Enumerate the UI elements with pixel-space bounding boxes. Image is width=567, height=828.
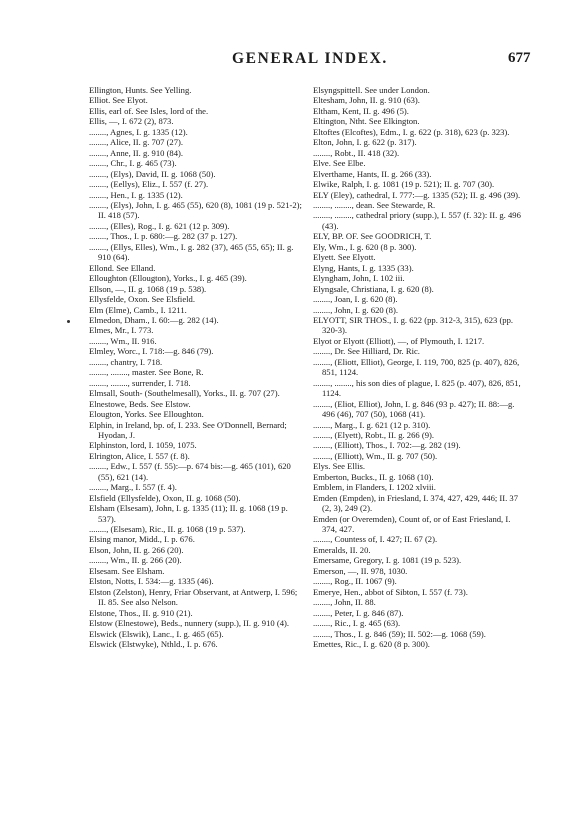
index-entry: Elsesam. See Elsham. [89,565,165,576]
index-entry: ........, Wm., II. 916. [89,335,157,346]
index-entry: Elyett. See Elyott. [313,252,376,263]
index-entry: Ellysfelde, Oxon. See Elsfield. [89,294,195,305]
index-entry: Eltington, Ntht. See Elkington. [313,116,420,127]
index-entry: ........, Dr. See Hilliard, Dr. Ric. [313,346,420,357]
index-entry: ........, (Elliott), Thos., I. 702:—g. 282 (19). [313,440,461,451]
index-column-left [89,85,303,649]
index-entry: Eltham, Kent, II. g. 496 (5). [313,105,409,116]
index-entry: ........, Ric., I. g. 465 (63). [313,618,401,629]
index-entry: Ely, Wm., I. g. 620 (8 p. 300). [313,241,417,252]
index-entry: Elmes, Mr., I. 773. [89,325,154,336]
index-entry: ........, Chr., I. g. 465 (73). [89,158,177,169]
index-entry: ........, (Eliott, Elliot), George, I. 119, 700, 825 (p. 407), 826, 851, 1124. [313,356,520,378]
index-entry: Elstone, Thos., II. g. 910 (21). [89,607,193,618]
index-entry: ........, John, II. 88. [313,597,376,608]
index-entry: ........, John, I. g. 620 (8). [313,304,398,315]
index-entry: Elloughton (Ellougton), Yorks., I. g. 465 (39). [89,273,247,284]
index-entry: Eltoftes (Elcoftes), Edm., I. g. 622 (p. 318), 623 (p. 323). [313,126,510,137]
index-entry: ........, Robt., II. 418 (32). [313,147,400,158]
index-entry: Emden (or Overemden), Count of, or of East Friesland, I. 374, 427. [313,513,511,535]
index-entry: ........, (Elles), Rog., I. g. 621 (12 p. 309). [89,220,230,231]
index-entry: Elve. See Elbe. [313,158,366,169]
index-entry: Emersame, Gregory, I. g. 1081 (19 p. 523). [313,555,462,566]
index-entry: ........, Anne, II. g. 910 (84). [89,147,184,158]
index-entry: Ellington, Hunts. See Yelling. [89,85,192,95]
margin-dot [67,320,70,323]
index-entry: Elswick (Elswik), Lanc., I. g. 465 (65). [89,628,224,639]
index-entry: Ellis, —, I. 672 (2), 873. [89,116,174,127]
index-entry: ELY (Eley), cathedral, I. 777:—g. 1335 (52); II. g. 496 (39). [313,189,521,200]
index-entry: ........, Marg., I. 557 (f. 4). [89,482,177,493]
index-entry: ........, Rog., II. 1067 (9). [313,576,397,587]
index-entry: Ellond. See Elland. [89,262,156,273]
index-entry: Eltesham, John, II. g. 910 (63). [313,95,420,106]
index-entry: Elwike, Ralph, I. g. 1081 (19 p. 521); II. g. 707 (30). [313,179,495,190]
page-number: 677 [508,50,531,66]
index-entry: ........, ........, cathedral priory (supp.), I. 557 (f. 32): II. g. 496 (43). [313,210,521,231]
index-entry: Emblem, in Flanders, I. 1202 xlviii. [313,482,436,493]
index-entry: ELYOTT, SIR THOS., I. g. 622 (pp. 312-3, 315), 623 (pp. 320-3). [313,314,514,336]
index-entry: ........, Agnes, I. g. 1335 (12). [89,126,188,137]
index-entry: Elswick (Elstwyke), Nthld., I. p. 676. [89,639,218,650]
index-entry: Elnestowe, Beds. See Elstow. [89,398,191,409]
index-entry: Emeralds, II. 20. [313,544,371,555]
index-entry: ........, Joan, I. g. 620 (8). [313,294,398,305]
index-entry: ........, Peter, I. g. 846 (87). [313,607,404,618]
index-entry: Elm (Elme), Camb., I. 1211. [89,304,187,315]
index-entry: Elliot. See Elyot. [89,95,148,106]
index-entry: Elston, Notts, I. 534:—g. 1335 (46). [89,576,214,587]
index-entry: ........, (Ellys, Elles), Wm., I. g. 282 (37), 465 (55, 65); II. g. 910 (64). [89,241,294,263]
index-entry: ELY, BP. OF. See GOODRICH, T. [313,231,432,242]
index-entry: Elys. See Ellis. [313,461,366,472]
index-entry: Elstow (Elnestowe), Beds., nunnery (supp.), II. g. 910 (4). [89,618,290,629]
index-entry: Ellis, earl of. See Isles, lord of the. [89,105,209,116]
index-entry: Elyngham, John, I. 102 iii. [313,273,405,284]
index-entry: Elmedon, Dham., I. 60:—g. 282 (14). [89,314,219,325]
index-entry: ........, (Elliott), Wm., II. g. 707 (50). [313,450,438,461]
index-entry: Elphin, in Ireland, bp. of, I. 233. See O'Donnell, Bernard; Hyodan, J. [89,419,287,440]
index-entry: ........, Edw., I. 557 (f. 55):—p. 674 bis:—g. 465 (101), 620 (55), 621 (14). [89,461,291,482]
index-entry: ........, Countess of, I. 427; II. 67 (2). [313,534,438,545]
index-entry: Elmley, Worc., I. 718:—g. 846 (79). [89,346,214,357]
index-entry: ........, Marg., I. g. 621 (12 p. 310). [313,419,431,430]
index-entry: ........, Thos., I. p. 680:—g. 282 (37 p. 127). [89,231,238,242]
index-entry: ........, chantry, I. 718. [89,356,163,367]
index-entry: ........, Thos., I. g. 846 (59); II. 502:—g. 1068 (59). [313,628,486,639]
index-entry: Elyot or Elyott (Elliott), —, of Plymouth, I. 1217. [313,335,485,346]
index-entry: ........, Alice, II. g. 707 (27). [89,137,184,148]
index-entry: ........, (Elsesam), Ric., II. g. 1068 (19 p. 537). [89,524,246,535]
index-entry: Elsfield (Ellysfelde), Oxon, II. g. 1068 (50). [89,492,241,503]
index-entry: Emerson, —, II. 978, 1030. [313,565,408,576]
index-column-right [313,85,527,649]
index-entry: Elphinston, lord, I. 1059, 1075. [89,440,197,451]
index-entry: ........, (Elys), David, II. g. 1068 (50). [89,168,216,179]
index-entry: ........, ........, master. See Bone, R. [89,367,204,378]
index-entry: ........, ........, surrender, I. 718. [89,377,191,388]
index-entry: ........, (Eliot, Elliot), John, I. g. 846 (93 p. 427); II. 88:—g. 496 (46), 707 (50), 1068 (41). [313,398,515,420]
index-entry: ........, Wm., II. g. 266 (20). [89,555,182,566]
index-entry: Elson, John, II. g. 266 (20). [89,544,184,555]
index-entry: Elsham (Elsesam), John, I. g. 1335 (11); II. g. 1068 (19 p. 537). [89,503,288,524]
index-entry: Ellson, —, II. g. 1068 (19 p. 538). [89,283,207,294]
index-entry: Elyng, Hants, I. g. 1335 (33). [313,262,414,273]
running-title: GENERAL INDEX. [232,50,388,67]
index-entry: ........, (Eellys), Eliz., I. 557 (f. 27). [89,179,209,190]
page-header [0,50,567,70]
index-entry: Emden (Empden), in Friesland, I. 374, 427, 429, 446; II. 37 (2, 3), 249 (2). [313,492,519,514]
index-entry: Elston (Zelston), Henry, Friar Observant, at Antwerp, I. 596; II. 85. See also Nelson. [89,586,298,608]
index-entry: Emberton, Bucks., II. g. 1068 (10). [313,471,434,482]
index-entry: ........, (Elyett), Robt., II. g. 266 (9). [313,429,435,440]
index-entry: Elverthame, Hants, II. g. 266 (33). [313,168,432,179]
index-entry: ........, ........, dean. See Stewarde, R. [313,199,436,210]
index-entry: Elton, John, I. g. 622 (p. 317). [313,137,417,148]
index-entry: Elyngsale, Christiana, I. g. 620 (8). [313,283,434,294]
index-entry: Elrington, Alice, I. 557 (f. 8). [89,450,190,461]
index-entry: ........, ........, his son dies of plague, I. 825 (p. 407), 826, 851, 1124. [313,377,521,399]
index-entry: ........, Hen., I. g. 1335 (12). [89,189,183,200]
index-entry: Elsyngspittell. See under London. [313,85,430,95]
index-entry: Emerye, Hen., abbot of Sibton, I. 557 (f. 73). [313,586,468,597]
index-entry: ........, (Elys), John, I. g. 465 (55), 620 (8), 1081 (19 p. 521-2); II. 418 (57). [89,199,302,221]
index-entry: Emettes, Ric., I. g. 620 (8 p. 300). [313,639,430,650]
index-entry: Elsing manor, Midd., I. p. 676. [89,534,195,545]
index-entry: Elougton, Yorks. See Elloughton. [89,409,204,420]
index-entry: Elmsall, South- (Southelmesall), Yorks., II. g. 707 (27). [89,388,280,399]
